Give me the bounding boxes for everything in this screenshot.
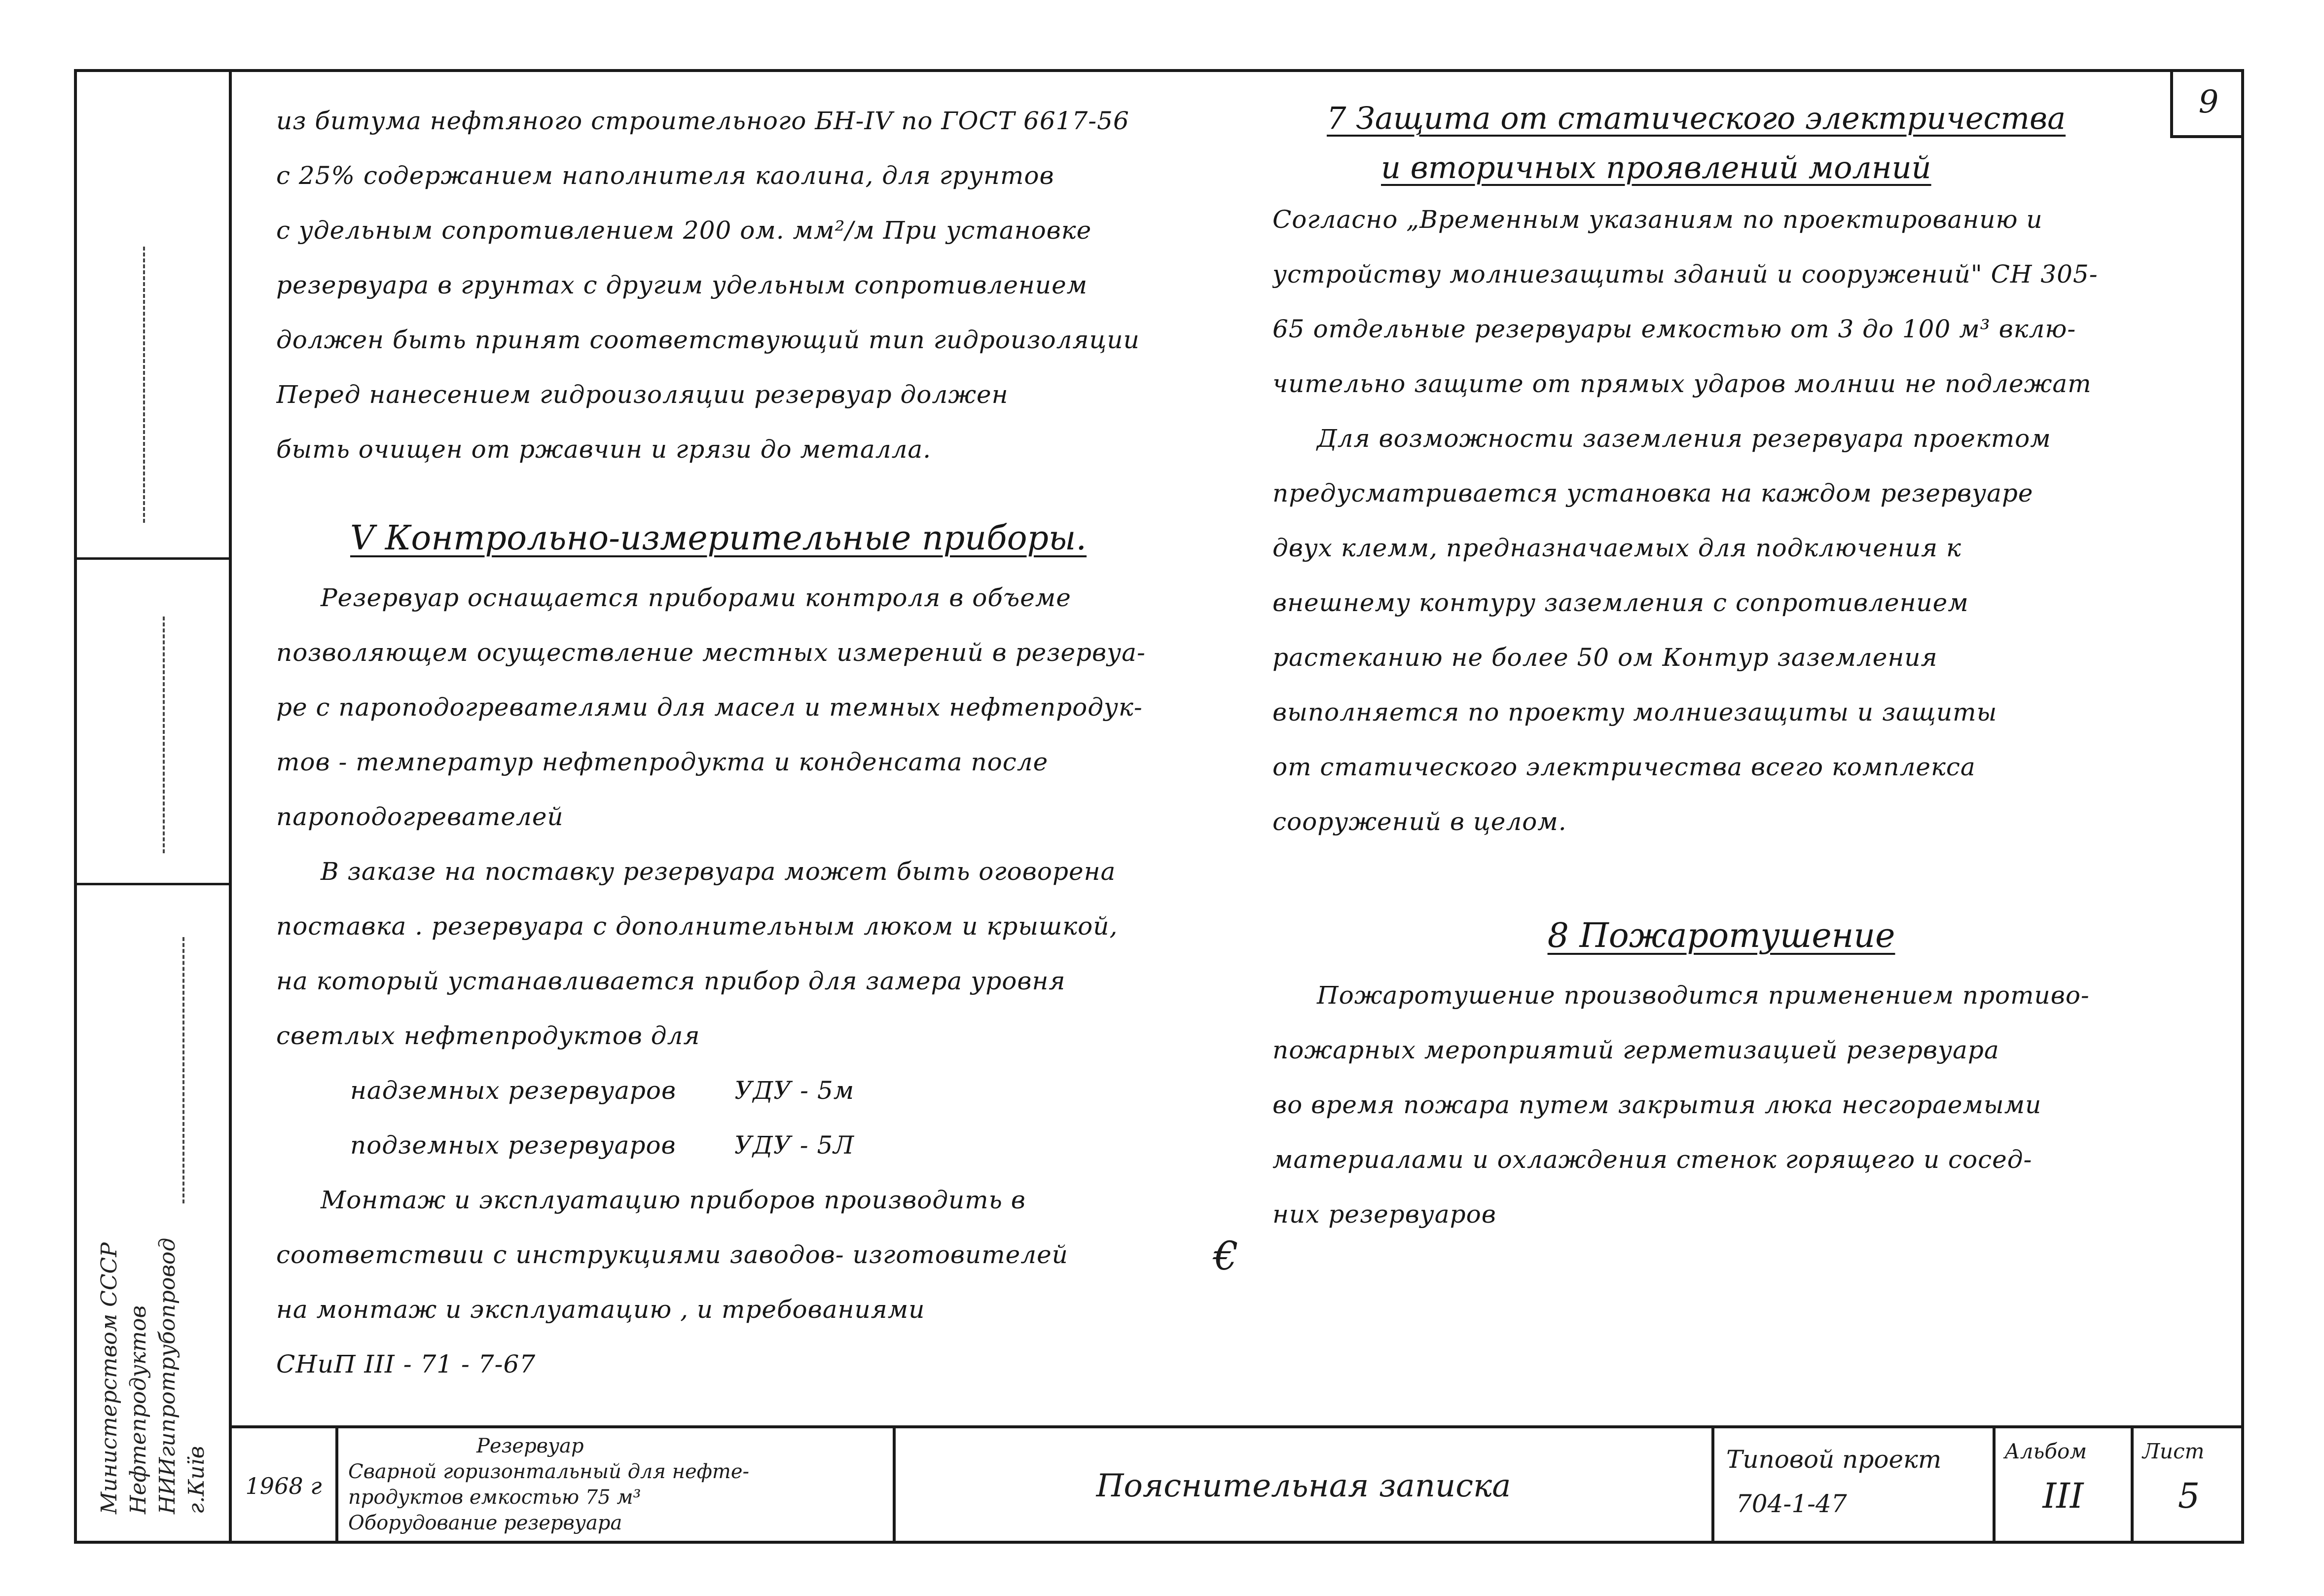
text-line: во время пожара путем закрытия люка несгораемыми [1272,1090,2042,1119]
text-line: с 25% содержанием наполнителя каолина, для грунтов [276,161,1054,190]
text-line: Пожаротушение производится применением противо- [1317,981,2090,1010]
text-line: светлых нефтепродуктов для [276,1021,700,1050]
text-line: Монтаж и эксплуатацию приборов производить в [321,1186,1026,1214]
strip-dash-line [163,617,165,853]
text-line: быть очищен от ржавчин и грязи до металла. [276,435,932,464]
section-heading: 8 Пожаротушение [1547,916,1895,955]
text-line: из битума нефтяного строительного БН-IV по ГОСТ 6617-56 [276,107,1129,135]
text-line: поставка . резервуара с дополнительным люком и крышкой, [276,912,1118,941]
binding-stamp [79,1237,227,1514]
text-line: Резервуар оснащается приборами контроля в объеме [321,583,1071,612]
section-heading: и вторичных проявлений молний [1381,149,1931,185]
title-sheet [2131,1428,2244,1544]
text-line: 65 отдельные резервуары емкостью от 3 до 100 м³ вклю- [1272,315,2076,343]
album-value: III [2042,1476,2084,1516]
section-heading: 7 Защита от статического электричества [1327,100,2066,136]
text-line: должен быть принят соответствующий тип гидроизоляции [276,326,1140,354]
object-line: Оборудование резервуара [348,1512,622,1534]
sheet-label: Лист [2142,1439,2205,1463]
text-line: с удельным сопротивлением 200 ом. мм²/м При установке [276,216,1092,245]
text-line: них резервуаров [1272,1200,1496,1229]
year-text: 1968 г [245,1473,322,1499]
text-line: ре с пароподогревателями для масел и темных нефтепродук- [276,693,1143,722]
title-document [893,1428,1711,1544]
text-line: резервуара в грунтах с другим удельным сопротивлением [276,271,1088,299]
document-name: Пояснительная записка [1096,1468,1511,1504]
instrument-code: УДУ - 5Л [734,1131,855,1160]
text-line: на который устанавливается прибор для замера уровня [276,967,1066,995]
text-line: СНиП III - 71 - 7-67 [276,1350,536,1378]
instrument-line [276,1063,1238,1118]
text-line: тов - температур нефтепродукта и конденсата после [276,748,1049,776]
title-block [232,1425,2244,1544]
album-label: Альбом [2004,1439,2087,1463]
text-line: устройству молниезащиты зданий и сооружений" СН 305- [1272,260,2098,289]
text-line: предусматривается установка на каждом резервуаре [1272,479,2034,508]
text-line: пароподогревателей [276,802,564,831]
text-line: пожарных мероприятий герметизацией резервуара [1272,1036,1999,1064]
text-line: позволяющем осуществление местных измерений в резервуа- [276,638,1146,667]
text-line: Согласно „Временным указаниям по проектированию и [1272,205,2043,234]
sheet-number-box [2170,69,2244,138]
section-heading: V Контрольно-измерительные приборы. [350,519,1087,558]
text-line: растеканию не более 50 ом Контур заземления [1272,643,1938,672]
instrument-kind: надземных резервуаров [350,1076,677,1105]
text-line: двух клемм, предназначаемых для подключения к [1272,534,1961,562]
text-line: выполняется по проекту молниезащиты и защиты [1272,698,1997,726]
binding-line: Министерством СССР [97,1242,122,1514]
sheet-value: 5 [2178,1476,2200,1516]
project-number: 704-1-47 [1736,1489,1847,1518]
margin-mark: € [1213,1233,1238,1279]
strip-divider [74,557,232,560]
object-line: Резервуар [476,1435,584,1457]
instrument-code: УДУ - 5м [734,1076,855,1105]
text-line: на монтаж и эксплуатацию , и требованиями [276,1295,925,1324]
text-line: внешнему контуру заземления с сопротивлением [1272,588,1969,617]
text-line: материалами и охлаждения стенок горящего и сосед- [1272,1145,2033,1174]
text-line: Для возможности заземления резервуара проектом [1317,424,2051,453]
title-object [335,1428,893,1544]
project-label: Типовой проект [1726,1445,1942,1474]
title-album [1993,1428,2131,1544]
sheet-number: 9 [2198,84,2219,120]
text-line: чительно защите от прямых ударов молнии не подлежат [1272,369,2092,398]
strip-dash-line [182,937,184,1203]
strip-dash-line [143,247,145,523]
binding-line: Нефтепродуктов [126,1305,151,1514]
strip-divider [74,883,232,885]
right-column [1272,94,2170,1242]
binding-line: НИИгипротрубопровод [155,1237,180,1514]
left-column [276,94,1238,1392]
instrument-line [276,1118,1238,1173]
text-line: сооружений в целом. [1272,807,1567,836]
text-line: от статического электричества всего комплекса [1272,753,1976,781]
instrument-kind: подземных резервуаров [350,1131,676,1160]
title-project [1711,1428,1993,1544]
object-line: Сварной горизонтальный для нефте- [348,1460,750,1483]
text-line: Перед нанесением гидроизоляции резервуар должен [276,380,1009,409]
text-line: В заказе на поставку резервуара может быть оговорена [321,857,1116,886]
binding-line: г.Київ [184,1446,209,1514]
text-line: соответствии с инструкциями заводов- изготовителей [276,1240,1068,1269]
object-line: продуктов емкостью 75 м³ [348,1486,641,1509]
title-year [232,1428,335,1544]
